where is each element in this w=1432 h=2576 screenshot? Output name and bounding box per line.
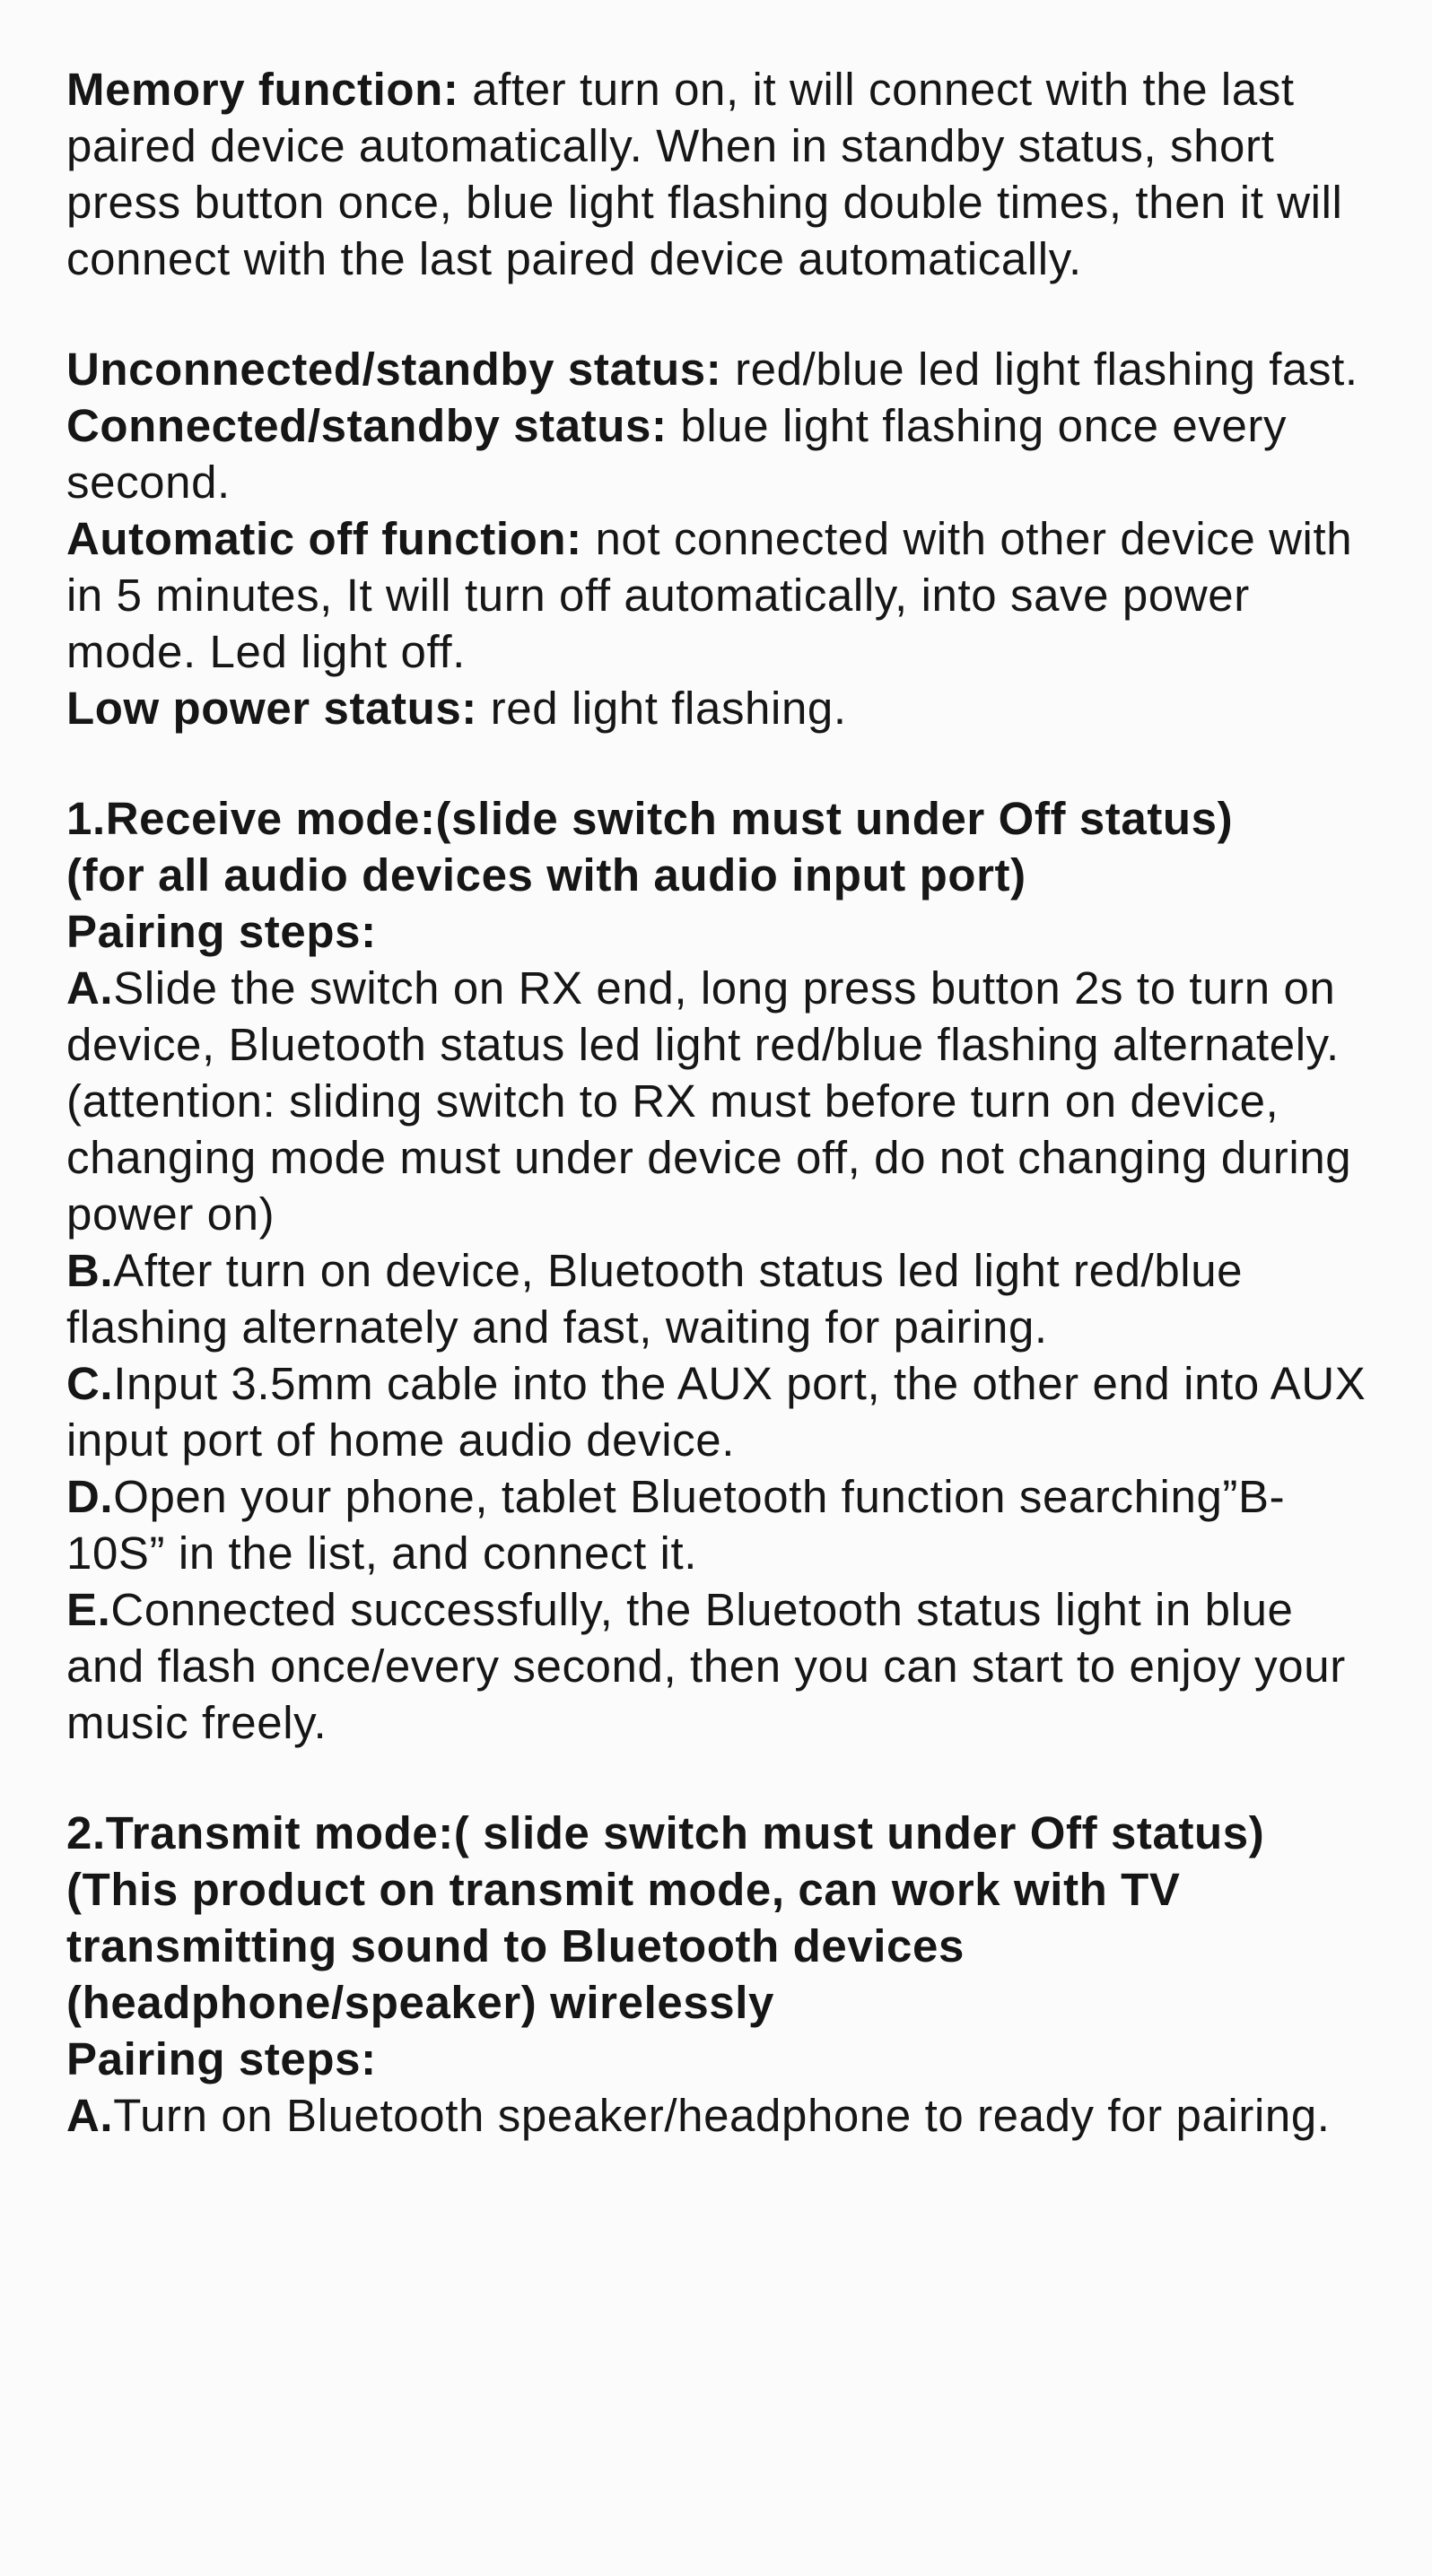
step-letter: A. <box>66 962 114 1014</box>
unconnected-status-label: Unconnected/standby status: <box>66 344 722 395</box>
low-power-text: red light flashing. <box>476 683 847 734</box>
instruction-sheet <box>66 61 1376 2144</box>
connected-status-paragraph <box>66 397 1376 510</box>
step-text: After turn on device, Bluetooth status led light red/blue flashing alternately and fast, waiting for pairing. <box>66 1245 1244 1353</box>
step-letter: D. <box>66 1471 114 1522</box>
receive-step-e <box>66 1581 1376 1751</box>
receive-step-b <box>66 1242 1376 1355</box>
receive-pairing-label: Pairing steps: <box>66 906 377 957</box>
step-letter: B. <box>66 1245 114 1296</box>
receive-step-c <box>66 1355 1376 1468</box>
receive-mode-heading: 1.Receive mode:(slide switch must under Off status) <box>66 793 1234 844</box>
low-power-paragraph <box>66 680 1376 736</box>
step-letter: A. <box>66 2090 114 2141</box>
memory-function-label: Memory function: <box>66 64 459 115</box>
step-letter: C. <box>66 1358 114 1409</box>
memory-function-paragraph <box>66 61 1376 287</box>
transmit-mode-heading: 2.Transmit mode:( slide switch must under Off status)(This product on transmit mode, can work with TV transmitting sound to Bluetooth devices (headphone/speaker) wirelessly <box>66 1807 1265 2028</box>
receive-step-a <box>66 960 1376 1242</box>
transmit-step-a <box>66 2087 1376 2144</box>
step-text: Open your phone, tablet Bluetooth function searching”B-10S” in the list, and connect it. <box>66 1471 1286 1579</box>
unconnected-status-paragraph <box>66 341 1376 397</box>
receive-step-d <box>66 1468 1376 1581</box>
unconnected-status-text: red/blue led light flashing fast. <box>721 344 1358 395</box>
automatic-off-text: not connected with other device with in 5 minutes, It will turn off automatically, into save power mode. Led light off. <box>66 513 1353 677</box>
step-text: Input 3.5mm cable into the AUX port, the other end into AUX input port of home audio device. <box>66 1358 1367 1466</box>
step-letter: E. <box>66 1584 111 1635</box>
transmit-pairing-label: Pairing steps: <box>66 2033 377 2084</box>
spacer <box>66 287 1376 341</box>
connected-status-label: Connected/standby status: <box>66 400 668 451</box>
spacer <box>66 736 1376 790</box>
automatic-off-paragraph <box>66 510 1376 680</box>
spacer <box>66 1751 1376 1805</box>
step-text: Slide the switch on RX end, long press button 2s to turn on device, Bluetooth status led light red/blue flashing alternately.(attention: sliding switch to RX must before turn on device, changing mode must under device off, do not changing during power on) <box>66 962 1352 1240</box>
automatic-off-label: Automatic off function: <box>66 513 582 564</box>
memory-function-text: after turn on, it will connect with the last paired device automatically. When in standby status, short press button once, blue light flashing double times, then it will connect with the last paired device automatically. <box>66 64 1343 284</box>
connected-status-text: blue light flashing once every second. <box>66 400 1288 508</box>
step-text: Turn on Bluetooth speaker/headphone to ready for pairing. <box>113 2090 1331 2141</box>
step-text: Connected successfully, the Bluetooth status light in blue and flash once/every second, then you can start to enjoy your music freely. <box>66 1584 1346 1748</box>
low-power-label: Low power status: <box>66 683 477 734</box>
receive-mode-subheading: (for all audio devices with audio input port) <box>66 849 1026 901</box>
